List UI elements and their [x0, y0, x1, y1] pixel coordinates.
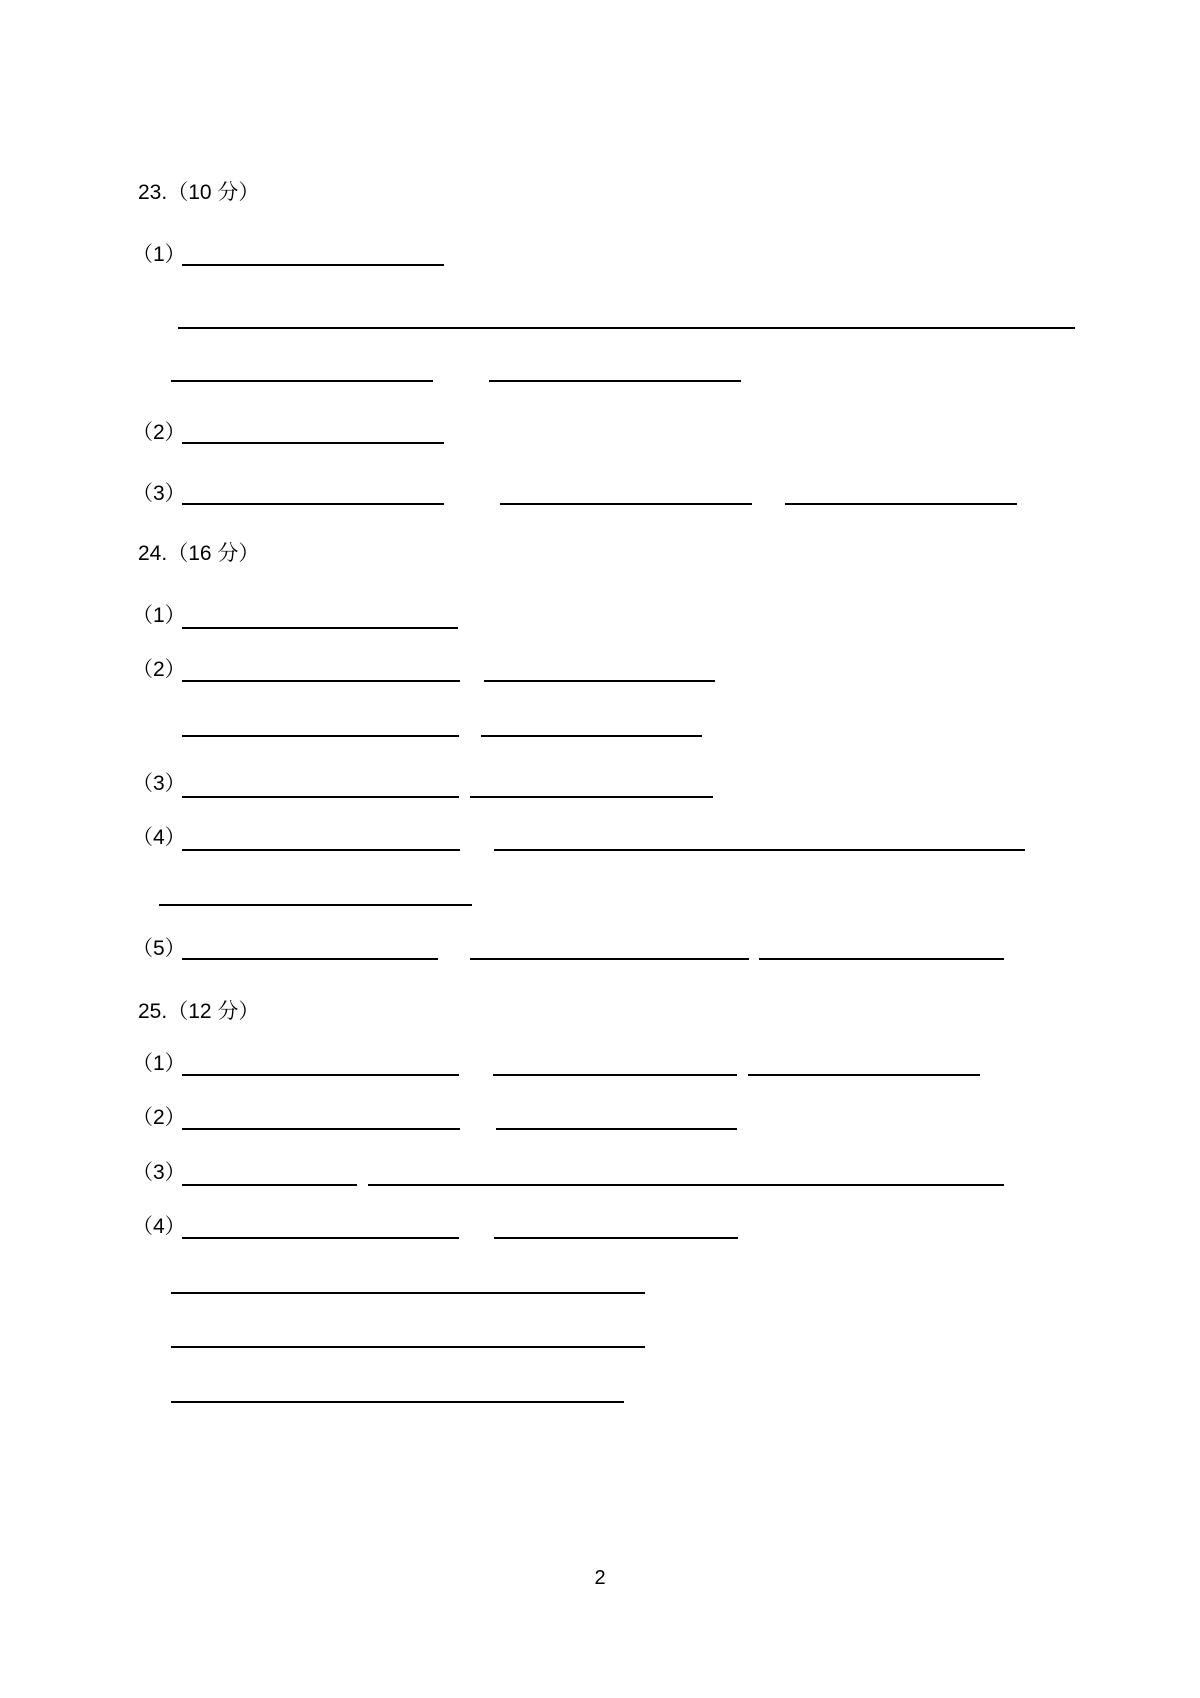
answer-blank[interactable]: [182, 1074, 459, 1076]
answer-blank[interactable]: [182, 503, 444, 505]
answer-blank[interactable]: [182, 735, 459, 737]
answer-blank[interactable]: [759, 958, 1004, 960]
answer-blank[interactable]: [368, 1184, 1004, 1186]
answer-blank[interactable]: [182, 680, 460, 682]
answer-blank[interactable]: [182, 1128, 460, 1130]
answer-blank[interactable]: [494, 1237, 738, 1239]
answer-blank[interactable]: [182, 264, 444, 266]
answer-blank[interactable]: [470, 958, 749, 960]
answer-blank[interactable]: [494, 849, 1025, 851]
page-number: 2: [594, 1567, 606, 1589]
q23-2-label: （2）: [132, 421, 186, 444]
q24-4-label: （4）: [132, 826, 186, 849]
answer-blank[interactable]: [182, 442, 444, 444]
q24-5-label: （5）: [132, 937, 186, 960]
answer-blank[interactable]: [182, 796, 459, 798]
answer-blank[interactable]: [470, 796, 713, 798]
q23-3-label: （3）: [132, 482, 186, 505]
answer-blank[interactable]: [493, 1074, 737, 1076]
section-25-header: 25.（12 分）: [138, 1000, 260, 1023]
answer-blank[interactable]: [182, 1237, 459, 1239]
answer-blank[interactable]: [178, 327, 1075, 329]
answer-blank[interactable]: [182, 849, 460, 851]
q25-3-label: （3）: [132, 1161, 186, 1184]
answer-blank[interactable]: [171, 1401, 624, 1403]
q24-2-label: （2）: [132, 658, 186, 681]
q24-3-label: （3）: [132, 772, 186, 795]
answer-blank[interactable]: [500, 503, 752, 505]
section-24-header: 24.（16 分）: [138, 542, 260, 565]
answer-blank[interactable]: [171, 1346, 645, 1348]
answer-blank[interactable]: [182, 627, 458, 629]
answer-blank[interactable]: [159, 904, 472, 906]
q25-1-label: （1）: [132, 1052, 186, 1075]
answer-blank[interactable]: [171, 380, 433, 382]
answer-blank[interactable]: [748, 1074, 980, 1076]
answer-blank[interactable]: [785, 503, 1017, 505]
q25-4-label: （4）: [132, 1215, 186, 1238]
q24-1-label: （1）: [132, 604, 186, 627]
answer-blank[interactable]: [171, 1292, 645, 1294]
answer-blank[interactable]: [489, 380, 741, 382]
q23-1-label: （1）: [132, 243, 186, 266]
answer-blank[interactable]: [496, 1128, 737, 1130]
answer-blank[interactable]: [481, 735, 702, 737]
answer-blank[interactable]: [484, 680, 715, 682]
q25-2-label: （2）: [132, 1106, 186, 1129]
answer-blank[interactable]: [182, 1184, 357, 1186]
section-23-header: 23.（10 分）: [138, 181, 260, 204]
answer-blank[interactable]: [182, 958, 438, 960]
